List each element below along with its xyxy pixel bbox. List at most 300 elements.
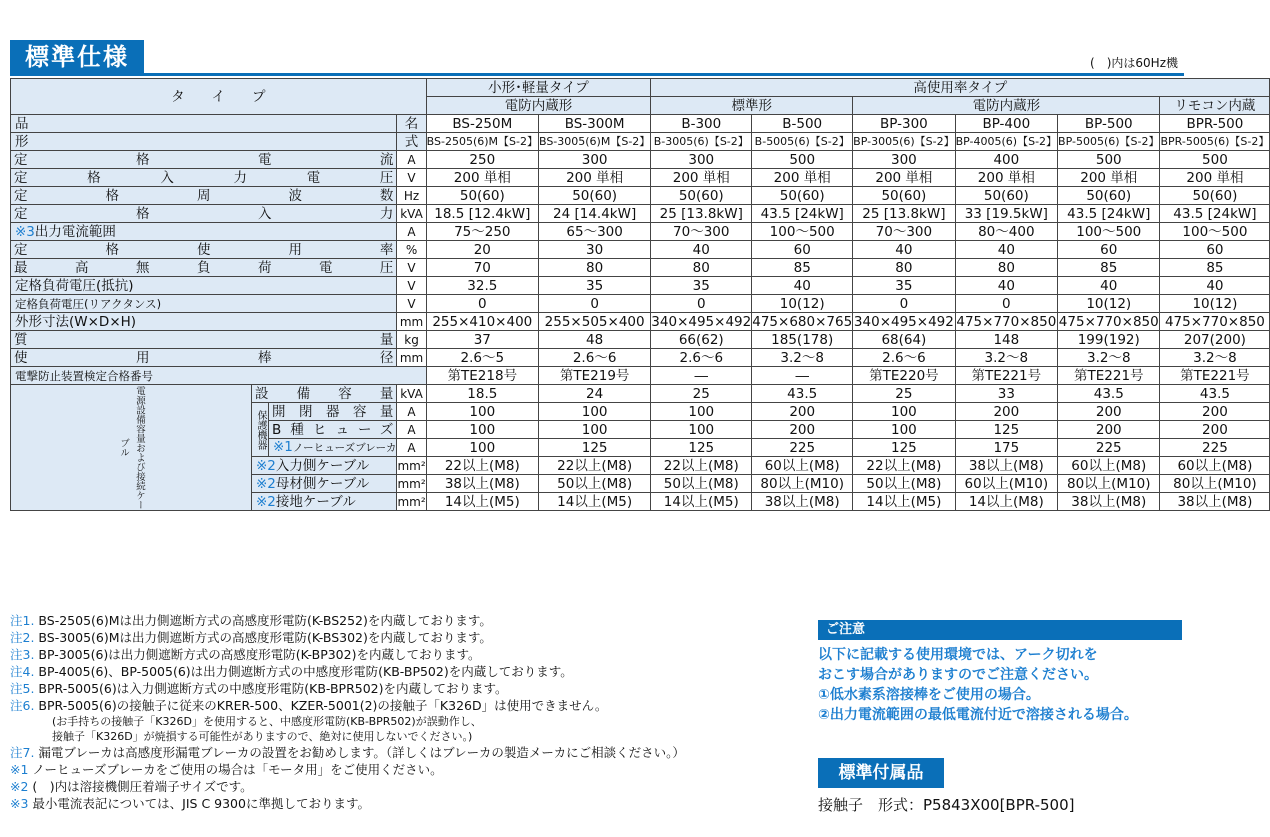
loadv_r-cell: 40 <box>1160 277 1270 295</box>
unit-current: A <box>397 151 426 169</box>
dims-cell: 340×495×492 <box>651 313 752 330</box>
cable_base-cell: 80以上(M10) <box>1160 475 1270 493</box>
noload-cell: 80 <box>955 259 1057 277</box>
freq-cell: 50(60) <box>752 187 853 205</box>
current-cell: 400 <box>955 151 1057 169</box>
note-text: 漏電ブレーカは高感度形漏電ブレーカの設置をお勧めします。（詳しくはブレーカの製造メーカにご相談ください。） <box>38 745 685 760</box>
rod-cell: 2.6～6 <box>853 349 955 367</box>
row-freq <box>11 187 1270 205</box>
form-cell: B-3005(6)【S-2】 <box>651 133 752 151</box>
mass-cell: 207(200) <box>1160 331 1270 349</box>
cable_in-cell: 60以上(M8) <box>1160 457 1270 475</box>
dims-cell: 475×770×850 <box>1160 313 1270 331</box>
name-cell: BPR-500 <box>1160 115 1270 133</box>
mass-cell: 148 <box>955 331 1057 349</box>
freq-cell: 50(60) <box>1160 187 1270 205</box>
unit-cable_base: mm² <box>397 476 426 491</box>
nfb-cell: 125 <box>853 439 955 457</box>
capacity-cell: 43.5 <box>1160 385 1270 403</box>
rod-cell: 2.6～6 <box>651 349 752 367</box>
input-cell: 25 [13.8kW] <box>853 205 955 223</box>
cable_in-cell: 38以上(M8) <box>955 457 1057 475</box>
row-label-input <box>11 205 397 223</box>
note-item <box>10 680 810 697</box>
fuse-cell: 200 <box>1160 421 1270 439</box>
caution-line: おこす場合がありますのでご注意ください。 <box>818 667 1098 683</box>
unit-loadv_x: V <box>397 295 426 313</box>
unit-mass: kg <box>397 331 426 349</box>
cable_in-cell: 22以上(M8) <box>651 457 752 475</box>
unit-capacity: kVA <box>397 385 426 403</box>
form-cell: BPR-5005(6)【S-2】 <box>1160 133 1270 151</box>
cable_in-cell: 22以上(M8) <box>426 457 538 475</box>
mass-cell: 199(192) <box>1058 331 1160 349</box>
range-cell: 75～250 <box>426 223 538 241</box>
row-cert <box>11 367 1270 385</box>
range-cell: 70～300 <box>651 223 752 241</box>
capacity-cell: 43.5 <box>752 385 853 403</box>
switch-cell: 100 <box>853 403 955 421</box>
title-rule <box>10 73 1184 76</box>
cert-cell: 第TE221号 <box>1160 367 1270 385</box>
row-label-fuse <box>269 421 397 439</box>
fuse-cell: 100 <box>651 421 752 439</box>
sub-builtin1-header: 電防内蔵形 <box>426 97 651 115</box>
unit-duty: % <box>397 241 426 259</box>
cable_base-cell: 50以上(M8) <box>651 475 752 493</box>
duty-cell: 40 <box>955 241 1057 259</box>
input-cell: 43.5 [24kW] <box>1058 205 1160 223</box>
accessories-title: 標準付属品 <box>818 758 944 788</box>
nfb-cell: 125 <box>538 439 650 457</box>
row-label-voltage <box>11 169 397 187</box>
note-text: BP-3005(6)は出力側遮断方式の高感度形電防(K-BP302)を内蔵しております。 <box>38 647 481 662</box>
note-label: 注7. <box>10 745 35 760</box>
row-label-text: 定格負荷電圧(リアクタンス) <box>15 296 162 311</box>
freq-cell: 50(60) <box>426 187 538 205</box>
row-label-name: 品 <box>11 115 397 133</box>
freq-cell: 50(60) <box>538 187 650 205</box>
loadv_r-cell: 40 <box>752 277 853 295</box>
caution-header <box>818 620 1182 640</box>
current-cell: 300 <box>651 151 752 169</box>
sub-remote-header: リモコン内蔵 <box>1160 97 1270 115</box>
cable_base-cell: 80以上(M10) <box>752 475 853 493</box>
fuse-cell: 100 <box>538 421 650 439</box>
loadv_r-cell: 35 <box>651 277 752 295</box>
row-label-cable_base <box>252 475 397 493</box>
loadv_r-cell: 35 <box>538 277 650 295</box>
note-item <box>10 646 810 663</box>
mass-cell: 185(178) <box>752 331 853 349</box>
cable_in-cell: 22以上(M8) <box>853 457 955 475</box>
loadv_r-cell: 32.5 <box>426 277 538 295</box>
capacity-cell: 25 <box>853 385 955 403</box>
cable_base-cell: 50以上(M8) <box>538 475 650 493</box>
form-cell: BS-2505(6)M【S-2】 <box>426 133 538 151</box>
nfb-cell: 175 <box>955 439 1057 457</box>
nfb-cell: 100 <box>426 439 538 457</box>
unit-freq: Hz <box>397 187 426 205</box>
dims-cell: 475×770×850 <box>1058 313 1159 330</box>
noload-cell: 80 <box>651 259 752 277</box>
nfb-cell: 225 <box>1160 439 1270 457</box>
freq-cell: 50(60) <box>1058 187 1160 205</box>
capacity-cell: 25 <box>651 385 752 403</box>
capacity-cell: 18.5 <box>426 385 538 403</box>
rod-cell: 2.6～6 <box>538 349 650 367</box>
cable-label: 入力側ケーブル <box>275 457 370 474</box>
current-cell: 300 <box>853 151 955 169</box>
row-label-text: 定格入力 <box>14 205 394 222</box>
unit-cable_gnd: mm² <box>397 494 426 509</box>
note-item <box>10 778 810 795</box>
row-label-text: 開閉器容量 <box>272 403 394 420</box>
noload-cell: 85 <box>1160 259 1270 277</box>
input-cell: 43.5 [24kW] <box>752 205 853 223</box>
input-cell: 43.5 [24kW] <box>1160 205 1270 223</box>
row-label-text: 設備容量 <box>255 385 394 402</box>
current-cell: 500 <box>752 151 853 169</box>
dims-cell: 255×410×400 <box>426 313 538 331</box>
name-cell: BS-300M <box>538 115 650 133</box>
row-label-range <box>11 223 397 241</box>
note-label: 注2. <box>10 630 35 645</box>
row-label-current <box>11 151 397 169</box>
input-cell: 18.5 [12.4kW] <box>426 205 538 223</box>
input-cell: 33 [19.5kW] <box>955 205 1057 223</box>
group-small-header: 小形･軽量タイプ <box>426 79 651 97</box>
note-label: ※2 <box>10 779 29 794</box>
row-rod <box>11 349 1270 367</box>
loadv_x-cell: 0 <box>538 295 650 313</box>
voltage-cell: 200 単相 <box>538 169 650 187</box>
group-high-header: 高使用率タイプ <box>651 79 1270 97</box>
current-cell: 500 <box>1160 151 1270 169</box>
name-cell: B-300 <box>651 115 752 133</box>
switch-cell: 200 <box>955 403 1057 421</box>
cable_gnd-cell: 38以上(M8) <box>1160 493 1270 511</box>
dims-cell: 255×505×400 <box>538 313 650 331</box>
fuse-cell: 200 <box>752 421 853 439</box>
row-label-loadv_r <box>11 277 397 295</box>
range-label: 出力電流範囲 <box>34 223 116 240</box>
row-label-rod <box>11 349 397 367</box>
nfb-note-mark: ※1 <box>273 439 293 455</box>
row-label-duty <box>11 241 397 259</box>
note-label: ※3 <box>10 796 29 811</box>
rod-cell: 2.6～5 <box>426 349 538 367</box>
note-label: ※1 <box>10 762 29 777</box>
row-voltage <box>11 169 1270 187</box>
row-label-text: 使用棒径 <box>14 349 394 366</box>
sub-standard-header: 標準形 <box>651 97 853 115</box>
noload-cell: 85 <box>1058 259 1160 277</box>
cert-cell: 第TE221号 <box>955 367 1057 385</box>
name-cell: BP-500 <box>1058 115 1160 133</box>
unit-switch: A <box>397 403 426 421</box>
row-label-text: 定格入力電圧 <box>14 169 394 186</box>
row-current <box>11 151 1270 169</box>
row-duty <box>11 241 1270 259</box>
cable_gnd-cell: 14以上(M5) <box>426 493 538 511</box>
cert-cell: 第TE219号 <box>538 367 650 385</box>
name-cell: B-500 <box>752 115 853 133</box>
note-item <box>10 795 810 812</box>
row-label-form: 形 <box>11 133 397 151</box>
cable_in-cell: 60以上(M8) <box>752 457 853 475</box>
row-label-text: 外形寸法(W×D×H) <box>15 313 137 330</box>
loadv_x-cell: 10(12) <box>1160 295 1270 313</box>
note-text: ( )内は溶接機側圧着端子サイズです。 <box>32 779 253 794</box>
current-cell: 300 <box>538 151 650 169</box>
row-label-nfb <box>269 439 397 457</box>
dims-cell: 340×495×492 <box>853 313 954 330</box>
row-label-text: 定格負荷電圧(抵抗) <box>15 277 134 294</box>
cable_base-cell: 60以上(M10) <box>955 475 1057 493</box>
unit-fuse: A <box>397 421 426 439</box>
row-name <box>11 115 1270 133</box>
row-range <box>11 223 1270 241</box>
note-label: 注6. <box>10 698 35 713</box>
duty-cell: 20 <box>426 241 538 259</box>
cable_base-cell: 38以上(M8) <box>426 475 538 493</box>
rod-cell: 3.2～8 <box>752 349 853 367</box>
range-cell: 65～300 <box>538 223 650 241</box>
range-cell: 100～500 <box>752 223 853 241</box>
mass-cell: 68(64) <box>853 331 955 349</box>
cable_gnd-cell: 14以上(M5) <box>538 493 650 511</box>
nfb-cell: 125 <box>651 439 752 457</box>
nfb-cell: 225 <box>752 439 853 457</box>
note-item <box>10 663 810 680</box>
caution-text <box>818 645 1184 725</box>
row-label-form-suffix: 式 <box>397 133 426 151</box>
switch-cell: 200 <box>752 403 853 421</box>
fuse-cell: 100 <box>426 421 538 439</box>
power-cable-group-label: 電源設備容量および接続ケーブル <box>11 385 252 511</box>
row-label-text: B種ヒューズ <box>272 421 394 438</box>
current-cell: 500 <box>1058 151 1160 169</box>
page-title: 標準仕様 <box>10 40 144 74</box>
switch-cell: 200 <box>1058 403 1160 421</box>
duty-cell: 60 <box>1160 241 1270 259</box>
current-cell: 250 <box>426 151 538 169</box>
type-header: タ イ プ <box>11 79 427 115</box>
unit-nfb: A <box>397 439 426 457</box>
form-cell: BS-3005(6)M【S-2】 <box>538 133 650 151</box>
range-cell: 80～400 <box>955 223 1057 241</box>
sub-builtin2-header: 電防内蔵形 <box>853 97 1160 115</box>
note-label: 注4. <box>10 664 35 679</box>
name-cell: BS-250M <box>426 115 538 133</box>
form-cell: BP-5005(6)【S-2】 <box>1058 133 1160 151</box>
row-label-noload <box>11 259 397 277</box>
row-label-text: 最高無負荷電圧 <box>14 259 394 276</box>
note-item <box>10 761 810 778</box>
note-label: 注1. <box>10 613 35 628</box>
duty-cell: 30 <box>538 241 650 259</box>
input-cell: 25 [13.8kW] <box>651 205 752 223</box>
cable-note-mark: ※2 <box>256 457 276 474</box>
cable-label: 接地ケーブル <box>275 493 356 510</box>
cable_base-cell: 80以上(M10) <box>1058 475 1160 493</box>
row-label-text: 定格電流 <box>14 151 394 168</box>
caution-line: 以下に記載する使用環境では、アーク切れを <box>818 647 1098 663</box>
noload-cell: 70 <box>426 259 538 277</box>
freq-cell: 50(60) <box>955 187 1057 205</box>
duty-cell: 40 <box>853 241 955 259</box>
nfb-label: ノーヒューズブレーカ <box>292 442 397 454</box>
rod-cell: 3.2～8 <box>955 349 1057 367</box>
noload-cell: 85 <box>752 259 853 277</box>
cert-cell: ― <box>752 367 853 385</box>
cert-cell: 第TE218号 <box>426 367 538 385</box>
note-text: BPR-5005(6)の接触子に従来のKRER-500、KZER-5001(2)の接触子「K326D」は使用できません。 <box>38 698 608 713</box>
row-capacity <box>11 385 1270 403</box>
cert-cell: 第TE221号 <box>1058 367 1160 385</box>
note-item <box>10 697 810 714</box>
note-label: 注5. <box>10 681 35 696</box>
unit-voltage: V <box>397 169 426 187</box>
note-text: BP-4005(6)、BP-5005(6)は出力側遮断方式の中感度形電防(KB-BP502)を内蔵しております。 <box>38 664 573 679</box>
row-label-dims <box>11 313 397 331</box>
row-label-switch <box>269 403 397 421</box>
row-label-capacity <box>252 385 397 403</box>
row-form <box>11 133 1270 151</box>
form-cell: BP-3005(6)【S-2】 <box>853 133 955 151</box>
row-loadv_x <box>11 295 1270 313</box>
range-cell: 70～300 <box>853 223 955 241</box>
note-text: BS-2505(6)Mは出力側遮断方式の高感度形電防(K-BS252)を内蔵しております。 <box>38 613 492 628</box>
cable_gnd-cell: 38以上(M8) <box>1058 493 1160 511</box>
range-note-mark: ※3 <box>15 223 35 240</box>
loadv_r-cell: 35 <box>853 277 955 295</box>
dims-cell: 475×680×765 <box>752 313 853 330</box>
cable_in-cell: 60以上(M8) <box>1058 457 1160 475</box>
mass-cell: 37 <box>426 331 538 349</box>
row-label-text: 定格使用率 <box>14 241 394 258</box>
voltage-cell: 200 単相 <box>426 169 538 187</box>
loadv_x-cell: 0 <box>955 295 1057 313</box>
row-noload <box>11 259 1270 277</box>
cable-label: 母材側ケーブル <box>275 475 370 492</box>
caution-line: ①低水素系溶接棒をご使用の場合。 <box>818 687 1040 703</box>
mass-cell: 66(62) <box>651 331 752 349</box>
note-item <box>10 629 810 646</box>
capacity-cell: 24 <box>538 385 650 403</box>
row-label-freq <box>11 187 397 205</box>
form-cell: B-5005(6)【S-2】 <box>752 133 853 151</box>
unit-note: ( )内は60Hz機 <box>1090 56 1178 70</box>
note-text: BS-3005(6)Mは出力側遮断方式の高感度形電防(K-BS302)を内蔵しております。 <box>38 630 492 645</box>
note-item <box>10 612 810 629</box>
switch-cell: 100 <box>426 403 538 421</box>
cert-cell: 第TE220号 <box>853 367 955 385</box>
rod-cell: 3.2～8 <box>1058 349 1160 367</box>
cable-note-mark: ※2 <box>256 493 276 510</box>
voltage-cell: 200 単相 <box>955 169 1057 187</box>
loadv_x-cell: 0 <box>426 295 538 313</box>
nfb-cell: 225 <box>1058 439 1160 457</box>
row-label-name-suffix: 名 <box>397 115 426 133</box>
row-label-cable_gnd <box>252 493 397 511</box>
loadv_x-cell: 0 <box>853 295 955 313</box>
note6-sub: 接触子「K326D」が焼損する可能性がありますので、絶対に使用しないでください。) <box>52 730 473 743</box>
cable_in-cell: 22以上(M8) <box>538 457 650 475</box>
row-input <box>11 205 1270 223</box>
note-item <box>10 744 810 761</box>
dims-cell: 475×770×850 <box>956 313 1057 330</box>
loadv_r-cell: 40 <box>955 277 1057 295</box>
duty-cell: 60 <box>1058 241 1160 259</box>
loadv_x-cell: 10(12) <box>752 295 853 313</box>
row-mass <box>11 331 1270 349</box>
range-cell: 100～500 <box>1058 223 1160 241</box>
cable-note-mark: ※2 <box>256 475 276 492</box>
switch-cell: 200 <box>1160 403 1270 421</box>
voltage-cell: 200 単相 <box>853 169 955 187</box>
loadv_x-cell: 10(12) <box>1058 295 1160 313</box>
caution-line: ②出力電流範囲の最低電流付近で溶接される場合。 <box>818 707 1138 723</box>
row-label-cable_in <box>252 457 397 475</box>
row-dims <box>11 313 1270 331</box>
fuse-cell: 125 <box>955 421 1057 439</box>
unit-noload: V <box>397 259 426 277</box>
cable_gnd-cell: 14以上(M5) <box>853 493 955 511</box>
name-cell: BP-300 <box>853 115 955 133</box>
unit-dims: mm <box>397 313 426 331</box>
cable_gnd-cell: 38以上(M8) <box>752 493 853 511</box>
unit-rod: mm <box>397 349 426 367</box>
accessories-text: 接触子 形式：P5843X00[BPR-500] <box>818 796 1075 814</box>
caution-title: ご注意 <box>826 622 866 637</box>
noload-cell: 80 <box>538 259 650 277</box>
note-text: 最小電流表記については、JIS C 9300に準拠しております。 <box>32 796 370 811</box>
row-label-loadv_x <box>11 295 397 313</box>
capacity-cell: 33 <box>955 385 1057 403</box>
form-cell: BP-4005(6)【S-2】 <box>955 133 1057 151</box>
note-text: ノーヒューズブレーカをご使用の場合は「モータ用」をご使用ください。 <box>32 762 443 777</box>
protection-group-label: 保護機器 <box>252 403 269 457</box>
note-label: 注3. <box>10 647 35 662</box>
row-label-text: 質量 <box>14 331 394 348</box>
unit-range: A <box>397 223 426 241</box>
voltage-cell: 200 単相 <box>1058 169 1160 187</box>
note6-sub: (お手持ちの接触子「K326D」を使用すると、中感度形電防(KB-BPR502)が誤動作し、 <box>52 715 482 728</box>
unit-input: kVA <box>397 205 426 223</box>
cable_base-cell: 50以上(M8) <box>853 475 955 493</box>
input-cell: 24 [14.4kW] <box>538 205 650 223</box>
fuse-cell: 200 <box>1058 421 1160 439</box>
voltage-cell: 200 単相 <box>651 169 752 187</box>
notes <box>10 612 810 812</box>
name-cell: BP-400 <box>955 115 1057 133</box>
rod-cell: 3.2～8 <box>1160 349 1270 367</box>
loadv_x-cell: 0 <box>651 295 752 313</box>
range-cell: 100～500 <box>1160 223 1270 241</box>
voltage-cell: 200 単相 <box>752 169 853 187</box>
capacity-cell: 43.5 <box>1058 385 1160 403</box>
freq-cell: 50(60) <box>853 187 955 205</box>
switch-cell: 100 <box>651 403 752 421</box>
note-text: BPR-5005(6)は入力側遮断方式の中感度形電防(KB-BPR502)を内蔵しております。 <box>38 681 508 696</box>
voltage-cell: 200 単相 <box>1160 169 1270 187</box>
switch-cell: 100 <box>538 403 650 421</box>
duty-cell: 40 <box>651 241 752 259</box>
row-label-text: 定格周波数 <box>14 187 394 204</box>
duty-cell: 60 <box>752 241 853 259</box>
